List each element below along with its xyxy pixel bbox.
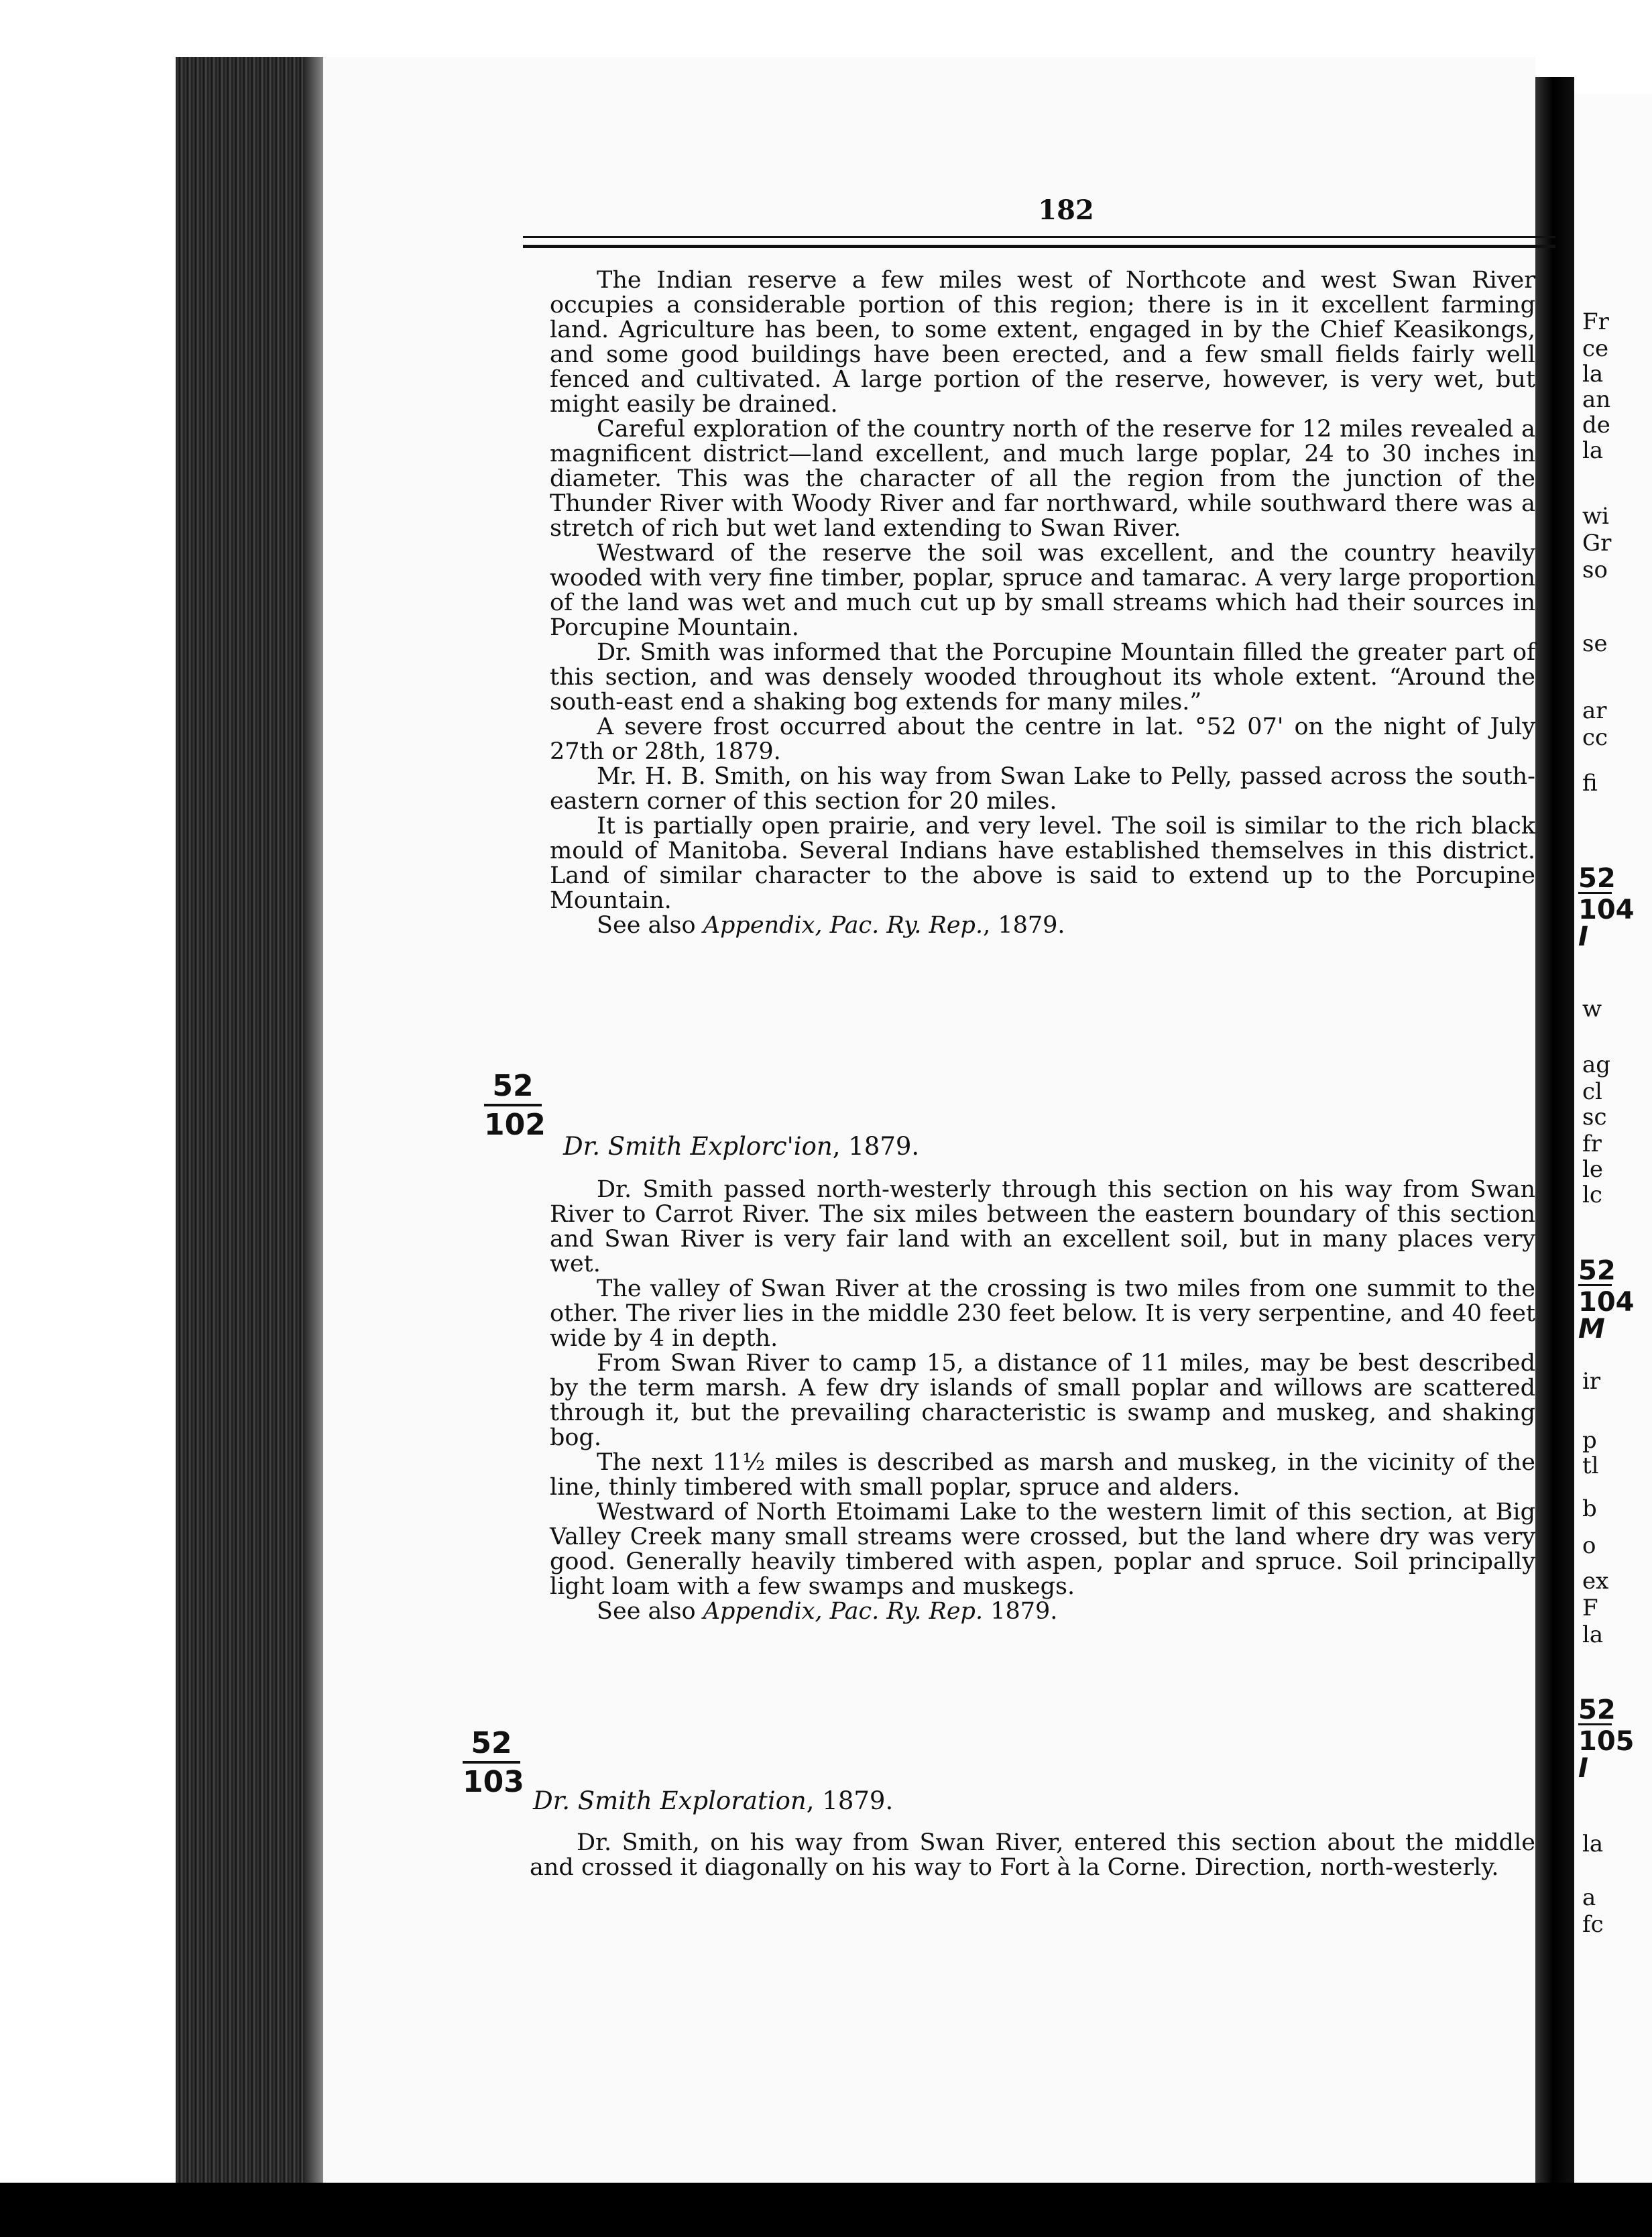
section-101-body bbox=[550, 268, 1535, 938]
page-top-margin bbox=[0, 0, 1652, 57]
paragraph: A severe frost occurred about the centre in lat. °52 07' on the night of July 27th or 28th, 1879. bbox=[550, 713, 1535, 765]
book-gutter bbox=[1535, 77, 1574, 2203]
paragraph: Westward of the reserve the soil was excellent, and the country heavily wooded with very fine timber, poplar, spruce and tamarac. A very large proportion of the land was wet and much cut up by small streams which had their sources in Porcupine Mountain. bbox=[550, 540, 1535, 641]
section-ref-103: $\frac{52}{103}$ bbox=[463, 1726, 524, 1799]
paragraph: From Swan River to camp 15, a distance of 11 miles, may be best described by the term marsh. A few dry islands of small poplar and willows are scattered through it, but the prevailing characteristic is swamp and muskeg, and shaking bog. bbox=[550, 1350, 1535, 1451]
paragraph: Mr. H. B. Smith, on his way from Swan Lake to Pelly, passed across the south-eastern corner of this section for 20 miles. bbox=[550, 763, 1535, 815]
paragraph: Dr. Smith, on his way from Swan River, entered this section about the middle and crossed it diagonally on his way to Fort à la Corne. Direction, north-westerly. bbox=[530, 1829, 1535, 1881]
section-103-body bbox=[530, 1831, 1535, 1880]
paragraph: Dr. Smith was informed that the Porcupine Mountain filled the greater part of this section, and was densely wooded throughout its whole extent. “Around the south-east end a shaking bog extends for many miles.” bbox=[550, 639, 1535, 715]
paragraph: The Indian reserve a few miles west of Northcote and west Swan River occupies a considerable portion of this region; there is in it excellent farming land. Agriculture has been, to some extent, engaged in by the Chief Keasikongs, and some good buildings have been erected, and a few small fields fairly well fenced and cultivated. A large portion of the reserve, however, is very wet, but might easily be drained. bbox=[550, 267, 1535, 418]
header-rule bbox=[523, 236, 1555, 248]
section-103-title: Dr. Smith Exploration, 1879. bbox=[533, 1786, 894, 1815]
section-102-title: Dr. Smith Explorc'ion, 1879. bbox=[563, 1132, 920, 1161]
adjacent-section-ref: $\frac{52}{104 I}$ bbox=[1578, 863, 1635, 952]
page-number: 182 bbox=[1038, 194, 1094, 226]
section-ref-102: $\frac{52}{102}$ bbox=[484, 1069, 546, 1142]
see-also-note: See also Appendix, Pac. Ry. Rep. 1879. bbox=[597, 1598, 1058, 1625]
see-also-note: See also Appendix, Pac. Ry. Rep., 1879. bbox=[597, 912, 1065, 939]
adjacent-page-edge: Fr ce la an de la wi Gr so se ar cc fi $\frac{52}{104 I}$ w ag cl sc fr le lc $\frac{52}{104 M}$ ir p tl b o ex F la $\frac{52}{105 I}$ la a fc bbox=[1574, 94, 1652, 2199]
book-fore-edge bbox=[176, 57, 323, 2183]
paragraph: Careful exploration of the country north of the reserve for 12 miles revealed a magnificent district—land excellent, and much large poplar, 24 to 30 inches in diameter. This was the character of all the region from the junction of the Thunder River with Woody River and far northward, while southward there was a stretch of rich but wet land extending to Swan River. bbox=[550, 416, 1535, 542]
paragraph: It is partially open prairie, and very level. The soil is similar to the rich black mould of Manitoba. Several Indians have established themselves in this district. Land of similar character to the above is said to extend up to the Porcupine Mountain. bbox=[550, 813, 1535, 914]
paragraph: Dr. Smith passed north-westerly through this section on his way from Swan River to Carrot River. The six miles between the eastern boundary of this section and Swan River is very fair land with an excellent soil, but in many places very wet. bbox=[550, 1176, 1535, 1277]
paragraph: Westward of North Etoimami Lake to the western limit of this section, at Big Valley Creek many small streams were crossed, but the land where dry was very good. Generally heavily timbered with aspen, poplar and spruce. Soil principally light loam with a few swamps and muskegs. bbox=[550, 1499, 1535, 1600]
paragraph: The valley of Swan River at the crossing is two miles from one summit to the other. The river lies in the middle 230 feet below. It is very serpentine, and 40 feet wide by 4 in depth. bbox=[550, 1275, 1535, 1352]
scan-bottom-margin bbox=[0, 2183, 1652, 2237]
adjacent-section-ref: $\frac{52}{105 I}$ bbox=[1578, 1695, 1635, 1784]
adjacent-section-ref: $\frac{52}{104 M}$ bbox=[1578, 1255, 1635, 1344]
paragraph: The next 11½ miles is described as marsh and muskeg, in the vicinity of the line, thinly timbered with small poplar, spruce and alders. bbox=[550, 1449, 1535, 1501]
section-102-body bbox=[550, 1178, 1535, 1624]
